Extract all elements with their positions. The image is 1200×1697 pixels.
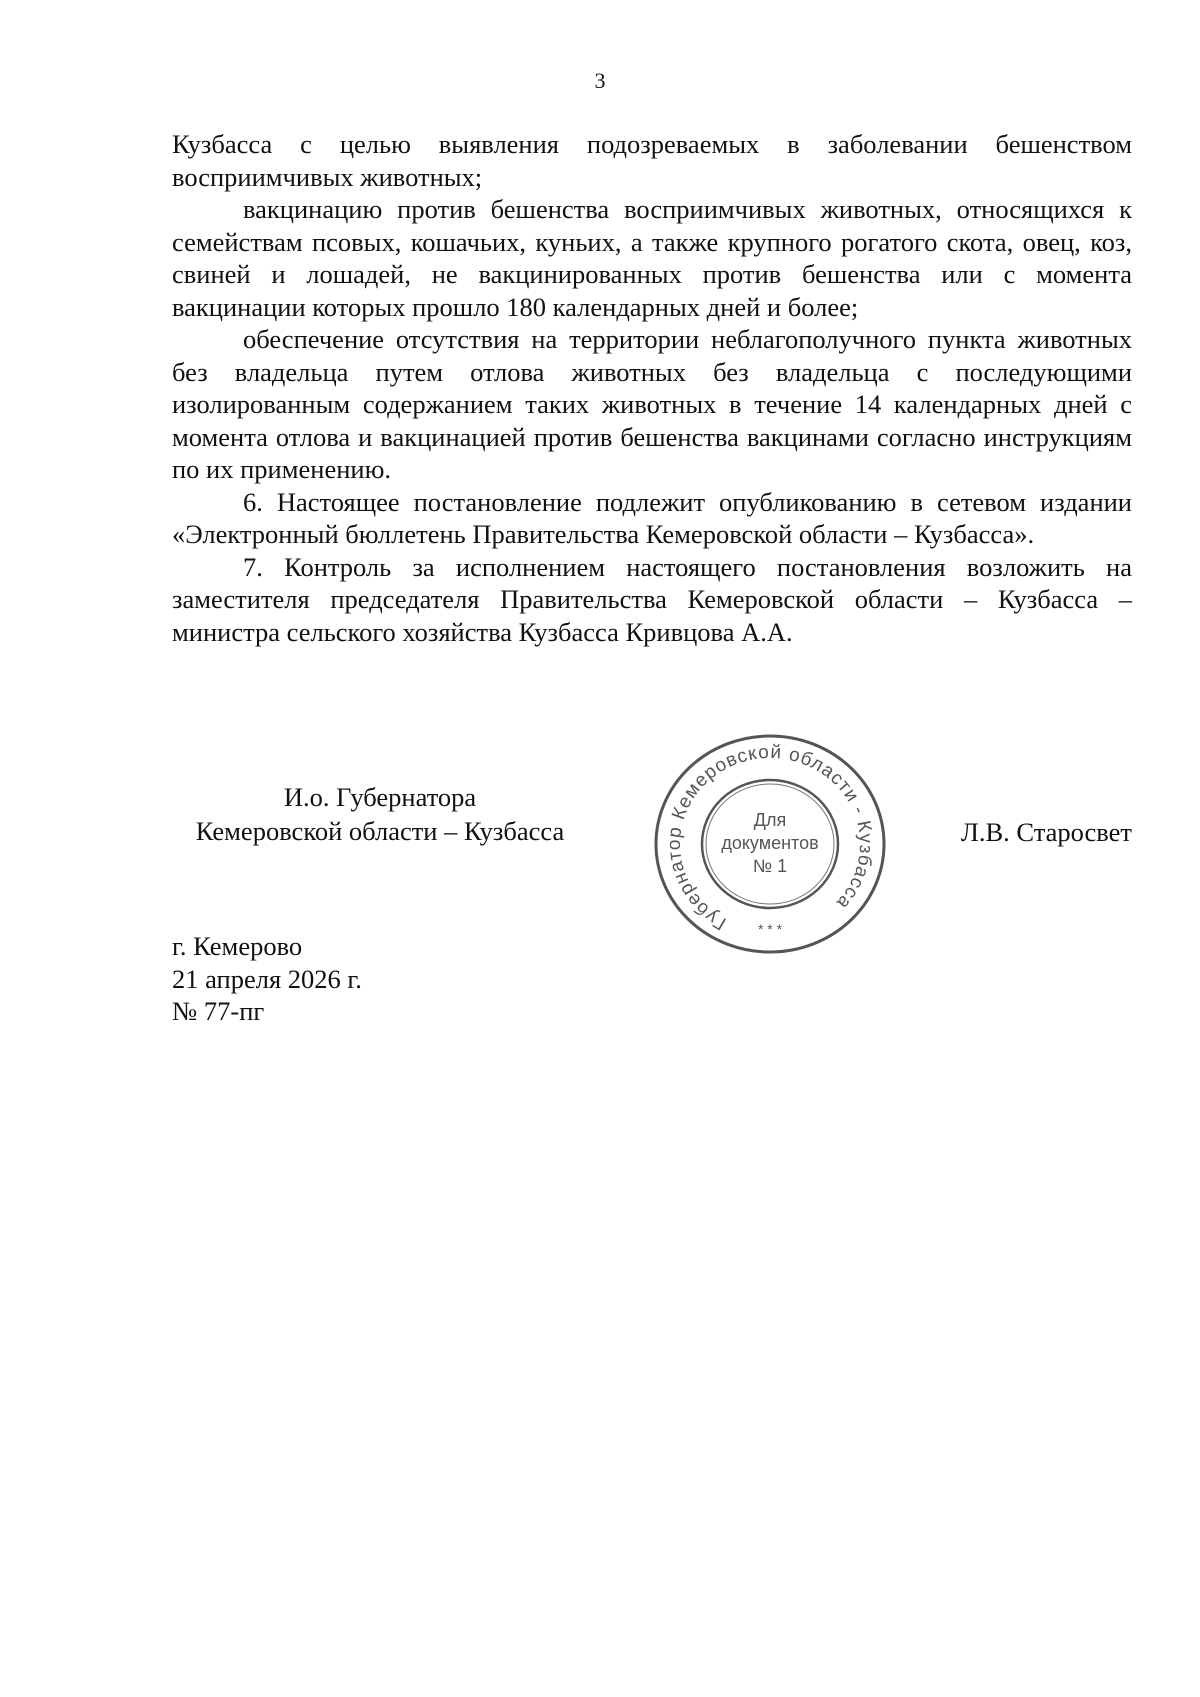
footer-document-number: № 77-пг: [172, 996, 265, 1026]
seal-stars: * * *: [757, 921, 783, 937]
footer-city: г. Кемерово: [172, 931, 303, 961]
signatory-position-line1: И.о. Губернатора: [283, 782, 477, 812]
paragraph-vaccination: вакцинацию против бешенства восприимчивых животных, относящихся к семействам псовых, кошачьих, куньих, а также крупного рогатого скота, овец, коз, свиней и лошадей, не вакцинированных против бешенства или с момента вакцинации которых прошло 180 календарных дней и более;: [172, 194, 1132, 322]
paragraph-control: 7. Контроль за исполнением настоящего постановления возложить на заместителя председателя Правительства Кемеровской области – Кузбасса – министра сельского хозяйства Кузбасса Кривцова А.А.: [172, 551, 1132, 647]
paragraph-publication: 6. Настоящее постановление подлежит опубликованию в сетевом издании «Электронный бюллетень Правительства Кемеровской области – Кузбасса».: [172, 486, 1132, 549]
signatory-position: [150, 780, 610, 848]
seal-center-line3: № 1: [752, 856, 788, 876]
paragraph-animal-capture: обеспечение отсутствия на территории неблагополучного пункта животных без владельца путем отлова животных без владельца с последующими изолированным содержанием таких животных в течение 14 календарных дней с момента отлова и вакцинацией против бешенства вакцинами согласно инструкциям по их применению.: [172, 324, 1132, 484]
signatory-name: Л.В. Старосвет: [960, 817, 1132, 847]
seal-ring-text: Губернатор Кемеровской области - Кузбасса: [663, 741, 877, 934]
document-body: [172, 128, 1132, 648]
page-number: 3: [594, 68, 606, 93]
footer-date: 21 апреля 2026 г.: [172, 963, 362, 994]
seal-center-line1: Для: [753, 810, 787, 830]
paragraph-continuation: Кузбасса с целью выявления подозреваемых в заболевании бешенством восприимчивых животных;: [172, 129, 1132, 192]
document-footer: [172, 930, 362, 1028]
signatory-position-line2: Кемеровской области – Кузбасса: [195, 816, 565, 846]
seal-center-line2: документов: [721, 833, 819, 853]
official-seal: [650, 728, 890, 956]
